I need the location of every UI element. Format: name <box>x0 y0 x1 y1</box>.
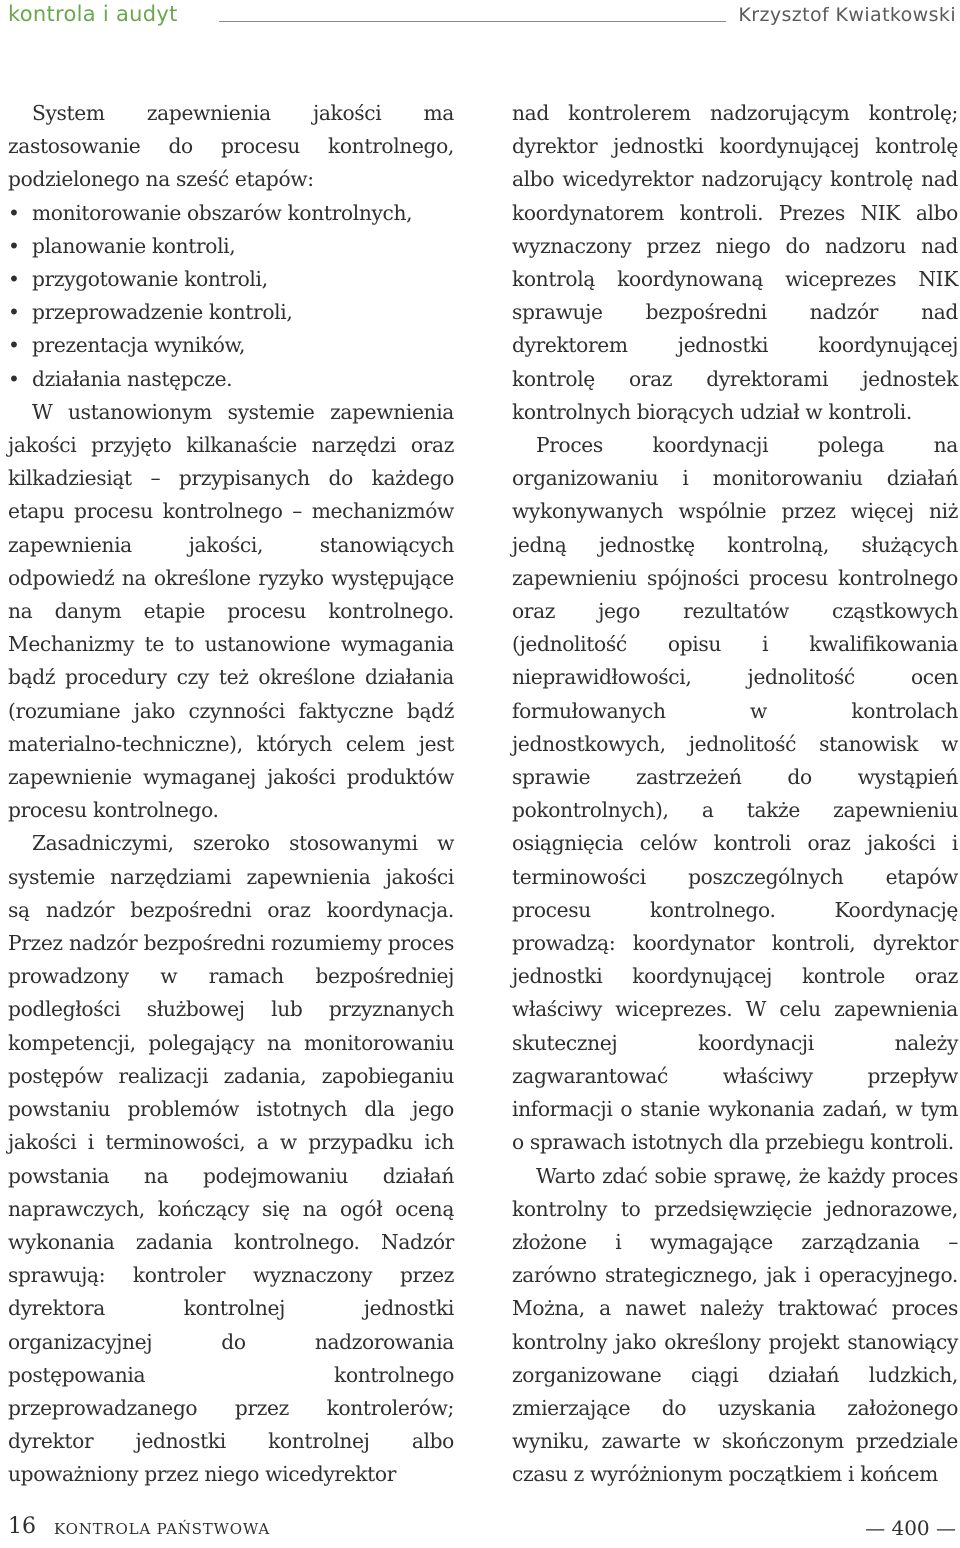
section-title: kontrola i audyt <box>8 2 178 26</box>
bullet-icon: • <box>8 333 20 358</box>
list-item: • monitorowanie obszarów kontrolnych, <box>8 197 454 230</box>
left-column <box>8 97 454 1492</box>
paragraph-continued: nad kontrolerem nadzorującym kontrolę; dyrektor jednostki koordynującej kontrolę albo wicedyrektor nadzorujący kontrolę nad koordynatorem kontroli. Prezes NIK albo wyznaczony przez niego do nadzoru nad kontrolą koordynowaną wiceprezes NIK sprawuje bezpośredni nadzór nad dyrektorem jednostki koordynującej kontrolę oraz dyrektorami jednostek kontrolnych biorących udział w kontroli. <box>512 101 958 424</box>
paragraph-supervision: Zasadniczymi, szeroko stosowanymi w systemie narzędziami zapewnienia jakości są nadzór bezpośredni oraz koordynacja. Przez nadzór bezpośredni rozumiemy proces prowadzony w ramach bezpośredniej podległości służbowej lub przyznanych kompetencji, polegający na monitorowaniu postępów realizacji zadania, zapobieganiu powstaniu problemów istotnych dla jego jakości i terminowości, a w przypadku ich powstania na podejmowaniu działań naprawczych, kończący się na ogół oceną wykonania zadania kontrolnego. Nadzór sprawują: kontroler wyznaczony przez dyrektora kontrolnej jednostki organizacyjnej do nadzorowania postępowania kontrolnego przeprowadzanego przez kontrolerów; dyrektor jednostki kontrolnej albo upoważniony przez niego wicedyrektor <box>8 831 454 1487</box>
journal-name: KONTROLA PAŃSTWOWA <box>54 1520 270 1538</box>
bullet-icon: • <box>8 267 20 292</box>
running-header <box>8 0 956 32</box>
list-item: • planowanie kontroli, <box>8 230 454 263</box>
header-rule <box>219 21 726 22</box>
right-column <box>512 97 958 1492</box>
list-item: • przygotowanie kontroli, <box>8 263 454 296</box>
list-item: • przeprowadzenie kontroli, <box>8 296 454 329</box>
bullet-icon: • <box>8 366 20 391</box>
bullet-icon: • <box>8 200 20 225</box>
paragraph-project: Warto zdać sobie sprawę, że każdy proces kontrolny to przedsięwzięcie jednorazowe, złożone i wymagające zarządzania – zarówno strategicznego, jak i operacyjnego. Można, a nawet należy traktować proces kontrolny jako określony projekt stanowiący zorganizowane ciągi działań ludzkich, zmierzające do uzyskania założonego wyniku, zawarte w skończonym przedziale czasu z wyróżnionym początkiem i końcem <box>512 1163 958 1487</box>
bullet-icon: • <box>8 300 20 325</box>
bullet-icon: • <box>8 233 20 258</box>
issue-number: — 400 — <box>865 1516 956 1540</box>
list-item: • prezentacja wyników, <box>8 329 454 362</box>
list-item: • działania następcze. <box>8 363 454 396</box>
page-number: 16 <box>8 1514 36 1539</box>
author-name: Krzysztof Kwiatkowski <box>738 4 956 26</box>
paragraph-quality-tools: W ustanowionym systemie zapewnienia jakości przyjęto kilkanaście narzędzi oraz kilkadziesiąt – przypisanych do każdego etapu procesu kontrolnego – mechanizmów zapewnienia jakości, stanowiących odpowiedź na określone ryzyko występujące na danym etapie procesu kontrolnego. Mechanizmy te to ustanowione wymagania bądź procedury czy też określone działania (rozumiane jako czynności faktyczne bądź materialno-techniczne), których celem jest zapewnienie wymaganej jakości produktów procesu kontrolnego. <box>8 399 454 823</box>
paragraph-coordination: Proces koordynacji polega na organizowaniu i monitorowaniu działań wykonywanych wspólnie przez więcej niż jedną jednostkę kontrolną, służących zapewnieniu spójności procesu kontrolnego oraz jego rezultatów cząstkowych (jednolitość opisu i kwalifikowania nieprawidłowości, jednolitość ocen formułowanych w kontrolach jednostkowych, jednolitość stanowisk w sprawie zastrzeżeń do wystąpień pokontrolnych), a także zapewnieniu osiągnięcia celów kontroli oraz jakości i terminowości poszczególnych etapów procesu kontrolnego. Koordynację prowadzą: koordynator kontroli, dyrektor jednostki koordynującej kontrole oraz właściwy wiceprezes. W celu zapewnienia skutecznej koordynacji należy zagwarantować właściwy przepływ informacji o stanie wykonania zadań, w tym o sprawach istotnych dla przebiegu kontroli. <box>512 433 958 1155</box>
intro-paragraph: System zapewnienia jakości ma zastosowanie do procesu kontrolnego, podzielonego na sześć etapów: <box>8 101 454 192</box>
page-footer <box>8 1514 956 1544</box>
stages-list <box>8 197 454 396</box>
